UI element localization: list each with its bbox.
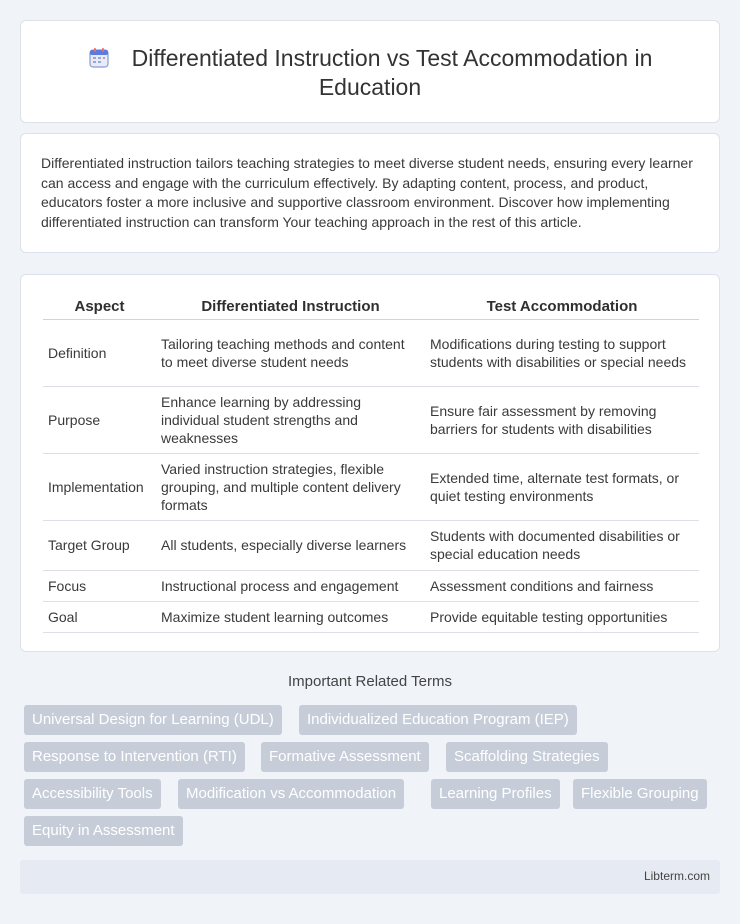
table-row: [43, 453, 699, 520]
row-differentiated: Instructional process and engagement: [156, 570, 425, 601]
row-aspect: Implementation: [43, 453, 156, 520]
row-accommodation: Students with documented disabilities or special education needs: [425, 520, 699, 570]
table-row: [43, 601, 699, 632]
term-chip[interactable]: Universal Design for Learning (UDL): [24, 705, 282, 735]
row-accommodation: Extended time, alternate test formats, or quiet testing environments: [425, 453, 699, 520]
term-chip[interactable]: Response to Intervention (RTI): [24, 742, 245, 772]
header-aspect: Aspect: [43, 295, 156, 319]
term-chip[interactable]: Equity in Assessment: [24, 816, 183, 846]
term-chip[interactable]: Formative Assessment: [261, 742, 429, 772]
row-differentiated: Tailoring teaching methods and content to meet diverse student needs: [156, 319, 425, 386]
header-test-accommodation: Test Accommodation: [425, 295, 699, 319]
term-chip[interactable]: Individualized Education Program (IEP): [299, 705, 577, 735]
footer-site-link[interactable]: Libterm.com: [643, 869, 710, 883]
footer: [20, 860, 720, 894]
header-differentiated-instruction: Differentiated Instruction: [156, 295, 425, 319]
row-differentiated: Maximize student learning outcomes: [156, 601, 425, 632]
term-chip[interactable]: Scaffolding Strategies: [446, 742, 608, 772]
row-accommodation: Modifications during testing to support students with disabilities or special needs: [425, 319, 699, 386]
row-aspect: Focus: [43, 570, 156, 601]
table-row: [43, 570, 699, 601]
comparison-table: [43, 295, 699, 633]
term-chip[interactable]: Accessibility Tools: [24, 779, 161, 809]
intro-card: [20, 133, 720, 253]
row-accommodation: Ensure fair assessment by removing barriers for students with disabilities: [425, 386, 699, 453]
page-title-wrap: [21, 44, 719, 102]
intro-paragraph: Differentiated instruction tailors teaching strategies to meet diverse student needs, ensuring every learner can access and engage with the curriculum effectively. By adapting content, process, and product, educators foster a more inclusive and supportive classroom environment. Discover how implementing differentiated instruction can transform Your teaching approach in the rest of this article.: [41, 155, 693, 230]
term-chip[interactable]: Flexible Grouping: [573, 779, 707, 809]
row-differentiated: Enhance learning by addressing individual student strengths and weaknesses: [156, 386, 425, 453]
row-aspect: Definition: [43, 319, 156, 386]
title-card: [20, 20, 720, 123]
table-header-row: [43, 295, 699, 319]
page-title: Differentiated Instruction vs Test Accommodation in Education: [131, 45, 653, 100]
row-accommodation: Provide equitable testing opportunities: [425, 601, 699, 632]
table-row: [43, 319, 699, 386]
term-chip[interactable]: Modification vs Accommodation: [178, 779, 404, 809]
row-accommodation: Assessment conditions and fairness: [425, 570, 699, 601]
row-aspect: Purpose: [43, 386, 156, 453]
table-row: [43, 520, 699, 570]
row-aspect: Goal: [43, 601, 156, 632]
comparison-table-card: [20, 274, 720, 652]
calendar-icon: [88, 47, 110, 69]
row-aspect: Target Group: [43, 520, 156, 570]
related-terms-heading: Important Related Terms: [288, 673, 452, 690]
table-row: [43, 386, 699, 453]
row-differentiated: All students, especially diverse learners: [156, 520, 425, 570]
term-chip[interactable]: Learning Profiles: [431, 779, 560, 809]
row-differentiated: Varied instruction strategies, flexible grouping, and multiple content delivery formats: [156, 453, 425, 520]
